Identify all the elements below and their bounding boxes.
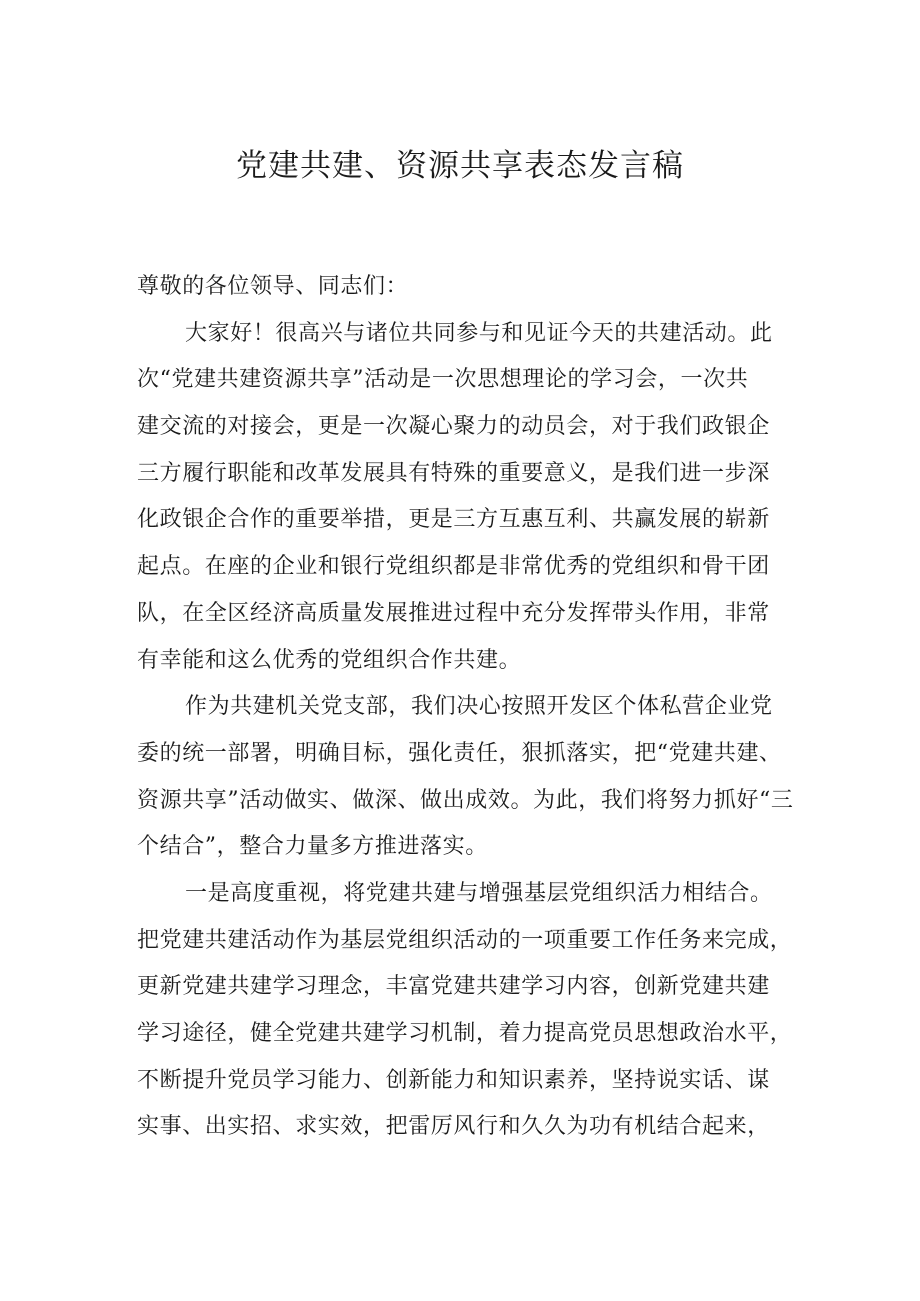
text-line: 个结合”，整合力量多方推进落实。 [137, 834, 488, 860]
text-line: 委的统一部署，明确目标，强化责任，狠抓落实，把“党建共建、 [137, 740, 782, 766]
paragraph [137, 871, 792, 1151]
document-title: 党建共建、资源共享表态发言稿 [236, 148, 684, 184]
paragraph [137, 684, 792, 871]
text-line: 实事、出实招、求实效，把雷厉风行和久久为功有机结合起来， [137, 1114, 770, 1140]
text-line: 更新党建共建学习理念，丰富党建共建学习内容，创新党建共建 [137, 974, 770, 1000]
document-body [137, 264, 792, 1151]
text-line: 不断提升党员学习能力、创新能力和知识素养，坚持说实话、谋 [137, 1067, 770, 1093]
text-line: 作为共建机关党支部，我们决心按照开发区个体私营企业党 [185, 694, 773, 720]
text-line: 三方履行职能和改革发展具有特殊的重要意义，是我们进一步深 [137, 460, 770, 486]
text-line: 化政银企合作的重要举措，更是三方互惠互利、共赢发展的崭新 [137, 507, 770, 533]
text-line: 把党建共建活动作为基层党组织活动的一项重要工作任务来完成， [137, 927, 793, 953]
salutation: 尊敬的各位领导、同志们： [137, 274, 409, 299]
text-line: 建交流的对接会，更是一次凝心聚力的动员会，对于我们政银企 [137, 414, 770, 440]
text-line: 资源共享”活动做实、做深、做出成效。为此，我们将努力抓好“三 [137, 787, 794, 813]
text-line: 大家好！很高兴与诸位共同参与和见证今天的共建活动。此 [185, 320, 773, 346]
paragraph [137, 311, 792, 685]
text-line: 一是高度重视，将党建共建与增强基层党组织活力相结合。 [185, 880, 773, 906]
text-line: 次“党建共建资源共享”活动是一次思想理论的学习会，一次共 [137, 367, 749, 393]
text-line: 队，在全区经济高质量发展推进过程中充分发挥带头作用，非常 [137, 600, 770, 626]
text-line: 有幸能和这么优秀的党组织合作共建。 [137, 647, 522, 673]
text-line: 学习途径，健全党建共建学习机制，着力提高党员思想政治水平， [137, 1021, 793, 1046]
text-line: 起点。在座的企业和银行党组织都是非常优秀的党组织和骨干团 [137, 554, 770, 580]
